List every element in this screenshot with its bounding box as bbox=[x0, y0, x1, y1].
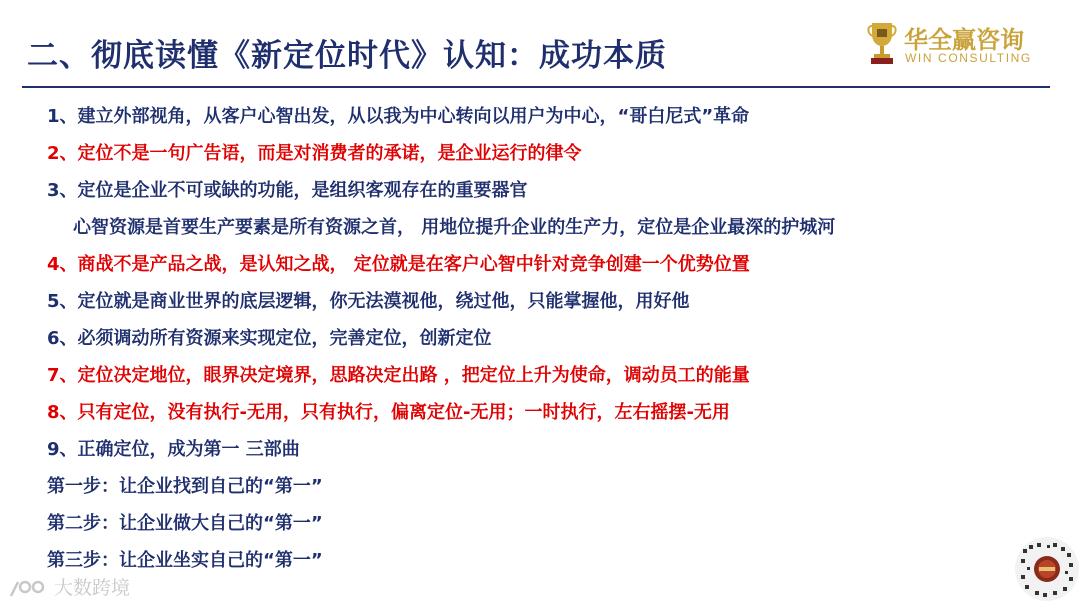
list-item: 第二步：让企业做大自己的“第一” bbox=[47, 513, 323, 534]
company-logo bbox=[866, 20, 1046, 70]
list-item: 9、正确定位，成为第一 三部曲 bbox=[47, 439, 300, 460]
watermark bbox=[8, 573, 130, 600]
watermark-text: 大数跨境 bbox=[54, 578, 131, 599]
qr-code-icon bbox=[1013, 535, 1080, 603]
list-item: 5、定位就是商业世界的底层逻辑，你无法漠视他，绕过他，只能掌握他，用好他 bbox=[47, 291, 690, 312]
list-item: 第三步：让企业坐实自己的“第一” bbox=[47, 550, 323, 571]
page-title: 二、彻底读懂《新定位时代》认知：成功本质 bbox=[27, 38, 667, 74]
list-item: 1、建立外部视角，从客户心智出发，从以我为中心转向以用户为中心，“哥白尼式”革命 bbox=[47, 106, 750, 127]
list-item: 心智资源是首要生产要素是所有资源之首， 用地位提升企业的生产力，定位是企业最深的护城河 bbox=[73, 217, 836, 238]
logo-name-en: WIN CONSULTING bbox=[905, 51, 1032, 65]
list-item: 7、定位决定地位，眼界决定境界，思路决定出路 ，把定位上升为使命，调动员工的能量 bbox=[47, 365, 750, 386]
trophy-icon bbox=[866, 20, 898, 66]
list-item: 2、定位不是一句广告语，而是对消费者的承诺，是企业运行的律令 bbox=[47, 143, 582, 164]
list-item: 3、定位是企业不可或缺的功能，是组织客观存在的重要器官 bbox=[47, 180, 528, 201]
list-item: 8、只有定位，没有执行-无用，只有执行，偏离定位-无用；一时执行，左右摇摆-无用 bbox=[47, 402, 730, 423]
logo-name-cn: 华全赢咨询 bbox=[904, 25, 1024, 54]
brand-logo-icon bbox=[8, 578, 50, 600]
list-item: 4、商战不是产品之战，是认知之战， 定位就是在客户心智中针对竞争创建一个优势位置 bbox=[47, 254, 750, 275]
list-item: 第一步：让企业找到自己的“第一” bbox=[47, 476, 323, 497]
list-item: 6、必须调动所有资源来实现定位，完善定位，创新定位 bbox=[47, 328, 492, 349]
title-divider bbox=[22, 86, 1050, 88]
